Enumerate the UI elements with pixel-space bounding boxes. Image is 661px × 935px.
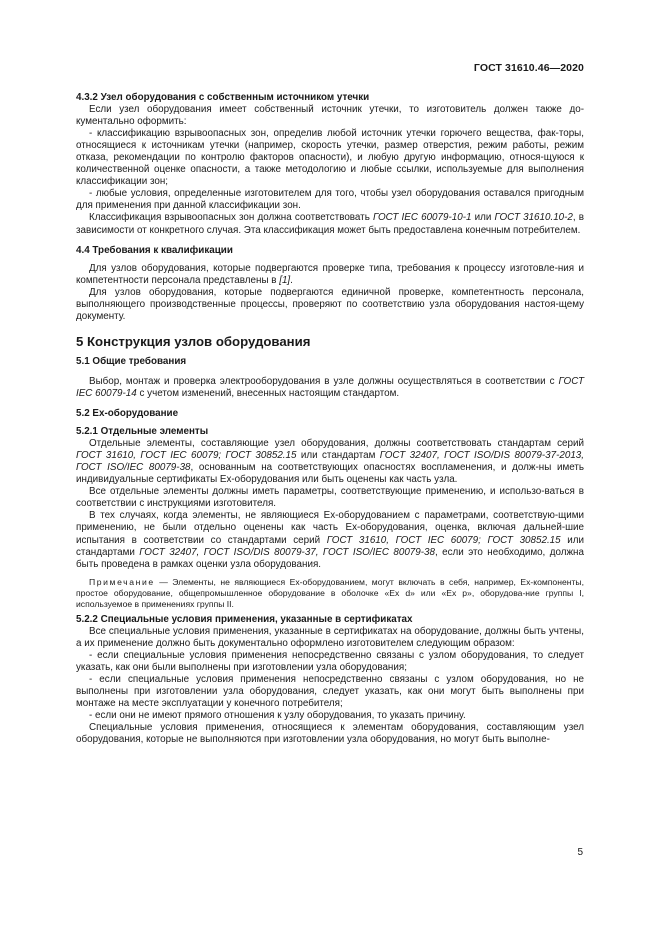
page-content	[76, 92, 584, 746]
section-4-3-2-heading: 4.3.2 Узел оборудования с собственным источником утечки	[76, 92, 370, 103]
section-4-4-paragraph-1	[76, 263, 584, 287]
reference: ГОСТ 31610, ГОСТ IEC 60079; ГОСТ 30852.15	[76, 450, 297, 462]
section-5-2-heading: 5.2 Ex-оборудование	[76, 408, 179, 420]
section-5-2-2-bullet-2: - если специальные условия применения непосредственно связаны с узлом оборудования, но не выполнены при изготовлении узла оборудования, следует указать, как они могут быть выполнены при монтаже на месте эксплуатации у конечного потребителя;	[76, 673, 584, 709]
section-5-2-1-paragraph-3	[76, 510, 584, 570]
section-4-3-2-paragraph-1: Если узел оборудования имеет собственный источник утечки, то изготовитель должен также до-кументально оформить:	[76, 104, 584, 128]
section-4-4-heading: 4.4 Требования к квалификации	[76, 244, 233, 256]
text-run: Выбор, монтаж и проверка электрооборудования в узле должны осуществляться в соответствии с	[89, 375, 559, 387]
text-run: или	[471, 212, 495, 224]
text-run: с учетом изменений, внесенных настоящим стандартом.	[136, 387, 400, 399]
reference: ГОСТ 31610, ГОСТ IEC 60079; ГОСТ 30852.15	[326, 534, 561, 546]
section-4-3-2-paragraph-2	[76, 212, 584, 236]
section-5-2-2-paragraph-2: Специальные условия применения, относящиеся к элементам оборудования, составляющим узел оборудования, которые не выполняются при изготовлении узла оборудования, но могут быть выполне-	[76, 722, 584, 746]
section-5-2-2-paragraph-1: Все специальные условия применения, указанные в сертификатах на оборудование, должны быть учтены, а их применение должно быть документально оформлено изготовителем следующим образом:	[76, 625, 584, 649]
section-5-2-1-paragraph-2: Все отдельные элементы должны иметь параметры, соответствующие применению, и использо-ваться в соответствии с инструкциями изготовителя.	[76, 486, 584, 510]
text-run: Классификация взрывоопасных зон должна соответствовать	[89, 212, 373, 224]
note-label: Примечание	[89, 576, 155, 587]
reference: ГОСТ IEC 60079-14	[76, 375, 584, 399]
text-run: , если это необходимо, должна быть проведена в рамках оценки узла оборудования.	[76, 546, 584, 570]
section-5-heading: 5 Конструкция узлов оборудования	[76, 333, 311, 349]
reference: [1]	[279, 274, 291, 286]
section-5-2-2-bullet-1: - если специальные условия применения непосредственно связаны с узлом оборудования, то следует указать, как они были выполнены при изготовлении узла оборудования;	[76, 649, 584, 673]
text-run: или стандартами	[76, 534, 585, 558]
text-run: , основанным на соответствующих опасностях воспламенения, и долж-ны иметь индивидуальные сертификаты Ex-оборудования или быть оценены как часть узла.	[76, 462, 584, 486]
text-run: Отдельные элементы, составляющие узел оборудования, должны соответствовать стандартам серий	[89, 438, 584, 450]
section-5-2-1-paragraph-1	[76, 438, 584, 486]
note-text: — Элементы, не являющиеся Ex-оборудованием, могут включать в себя, например, Ex-компоненты, простое оборудование, общепромышленное оборудование в оболочке «Ex d» или «Ex p», оборудова-ние группы I, используемое в применениях группы II.	[76, 576, 584, 609]
section-5-1-paragraph	[76, 376, 584, 400]
page-number: 5	[577, 847, 583, 858]
reference: ГОСТ IEC 60079-10-1	[372, 212, 472, 224]
reference: ГОСТ 31610.10-2	[494, 212, 573, 224]
reference: ГОСТ 32407, ГОСТ ISO/DIS 80079-37-2013, ГОСТ ISO/IEC 80079-38	[76, 450, 584, 474]
text-run: или стандартам	[296, 450, 380, 462]
section-4-3-2-bullet-1: - классификацию взрывоопасных зон, определив любой источник утечки горючего вещества, фак-торы, относящиеся к источникам утечки (например, скорость утечки, размер отверстия, режим работы, режим отказа, рекомендации по контролю факторов опасности), и любую другую информацию, относя-щуюся к количественной оценке опасности, а также методологию и любые ссылки, используемые для выполнения классификации зон;	[76, 128, 584, 188]
text-run: , в зависимости от конкретного случая. Эта классификация может быть предоставлена конечным потребителем.	[76, 212, 585, 236]
standard-header: ГОСТ 31610.46—2020	[473, 62, 584, 74]
section-4-4-paragraph-2: Для узлов оборудования, которые подвергаются единичной проверке, компетентность персонала, выполняющего производственные процессы, проверяют по соответствию узла оборудования настоя-щему документу.	[76, 286, 584, 322]
text-run: В тех случаях, когда элементы, не являющиеся Ex-оборудованием с параметрами, соответствую-щими применению, не были отдельно оценены как часть Ex-оборудования, оценка, включая дальней-шие испытания в соответствии со стандартами серий	[76, 510, 584, 546]
section-5-1-heading: 5.1 Общие требования	[76, 355, 187, 367]
text-run: .	[290, 274, 293, 286]
text-run: Для узлов оборудования, которые подвергаются проверке типа, требования к процессу изготовле-ния и компетентности персонала представлены в	[76, 262, 584, 286]
section-5-2-2-heading: 5.2.2 Специальные условия применения, указанные в сертификатах	[76, 613, 413, 625]
reference: ГОСТ 32407, ГОСТ ISO/DIS 80079-37, ГОСТ ISO/IEC 80079-38	[139, 546, 435, 558]
section-4-3-2-bullet-2: - любые условия, определенные изготовителем для того, чтобы узел оборудования оставался пригодным для применения при данной классификации зон.	[76, 188, 584, 212]
section-5-2-1-heading: 5.2.1 Отдельные элементы	[76, 426, 209, 438]
section-5-2-2-bullet-3: - если они не имеют прямого отношения к узлу оборудования, то указать причину.	[89, 710, 466, 722]
note	[76, 577, 584, 610]
